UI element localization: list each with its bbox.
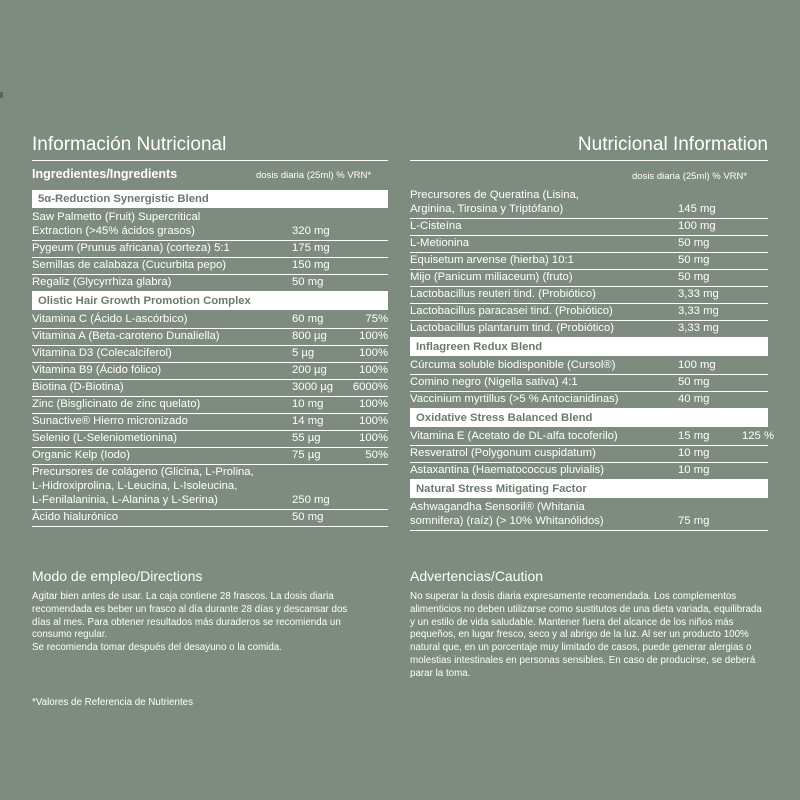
blend-header: Olistic Hair Growth Promotion Complex bbox=[32, 292, 388, 310]
ingredient-row bbox=[410, 429, 774, 446]
ingredient-row bbox=[32, 275, 388, 292]
ingredient-name: Precursores de Queratina (Lisina, Arginina, Tirosina y Triptófano) bbox=[410, 189, 579, 215]
footnote: *Valores de Referencia de Nutrientes bbox=[32, 697, 194, 708]
ingredient-amount: 50 mg bbox=[678, 376, 710, 388]
ingredient-amount: 55 µg bbox=[292, 432, 321, 444]
ingredient-name: Regaliz (Glycyrrhiza glabra) bbox=[32, 276, 172, 288]
ingredient-amount: 3,33 mg bbox=[678, 322, 719, 334]
ingredient-amount: 14 mg bbox=[292, 415, 324, 427]
edge-mark bbox=[0, 92, 3, 98]
ingredient-amount: 100 mg bbox=[678, 220, 716, 232]
ingredient-amount: 150 mg bbox=[292, 259, 330, 271]
ingredient-row bbox=[32, 465, 388, 510]
ingredient-vrn: 125 % bbox=[741, 430, 774, 442]
ingredient-row bbox=[410, 446, 768, 463]
ingredient-vrn: 100% bbox=[359, 432, 388, 444]
ingredient-vrn: 75% bbox=[365, 313, 388, 325]
ingredient-amount: 3,33 mg bbox=[678, 305, 719, 317]
blend-header: Inflagreen Redux Blend bbox=[410, 338, 768, 356]
ingredient-name: Sunactive® Hierro micronizado bbox=[32, 415, 188, 427]
ingredient-row bbox=[32, 241, 388, 258]
ingredient-row bbox=[32, 510, 388, 527]
ingredient-vrn: 100% bbox=[359, 398, 388, 410]
blend-header: Oxidative Stress Balanced Blend bbox=[410, 409, 768, 427]
ingredient-amount: 320 mg bbox=[292, 225, 330, 237]
ingredient-name: Vitamina B9 (Ácido fólico) bbox=[32, 364, 162, 376]
ingredient-amount: 145 mg bbox=[678, 203, 716, 215]
ingredient-row bbox=[410, 500, 768, 531]
ingredient-amount: 40 mg bbox=[678, 393, 710, 405]
ingredient-name: Selenio (L-Seleniometionina) bbox=[32, 432, 178, 444]
dose-header-right: dosis diaria (25ml) % VRN* bbox=[632, 171, 748, 182]
ingredient-name: Resveratrol (Polygonum cuspidatum) bbox=[410, 447, 596, 459]
ingredient-amount: 100 mg bbox=[678, 359, 716, 371]
ingredient-row bbox=[410, 188, 768, 219]
ingredient-row bbox=[410, 270, 768, 287]
ingredient-row bbox=[32, 431, 388, 448]
ingredient-row bbox=[410, 253, 768, 270]
ingredient-vrn: 100% bbox=[359, 330, 388, 342]
ingredient-name: L-Cisteína bbox=[410, 220, 462, 232]
ingredient-row bbox=[32, 397, 388, 414]
ingredient-row bbox=[32, 363, 388, 380]
directions-title: Modo de empleo/Directions bbox=[32, 568, 203, 584]
ingredient-name: Pygeum (Prunus africana) (corteza) 5:1 bbox=[32, 242, 230, 254]
blend-header: Natural Stress Mitigating Factor bbox=[410, 480, 768, 498]
ingredient-name: Vitamina A (Beta-caroteno Dunaliella) bbox=[32, 330, 220, 342]
ingredient-name: Organic Kelp (Iodo) bbox=[32, 449, 130, 461]
ingredient-row bbox=[32, 312, 388, 329]
ingredient-amount: 175 mg bbox=[292, 242, 330, 254]
ingredient-name: Semillas de calabaza (Cucurbita pepo) bbox=[32, 259, 227, 271]
title-right: Nutricional Information bbox=[577, 134, 768, 155]
ingredient-row bbox=[32, 448, 388, 465]
ingredient-amount: 60 mg bbox=[292, 313, 324, 325]
ingredient-amount: 50 mg bbox=[678, 237, 710, 249]
ingredient-amount: 3,33 mg bbox=[678, 288, 719, 300]
caution-text: No superar la dosis diaria expresamente recomendada. Los complementos alimenticios no deben utilizarse como sustitutos de una dieta variada, equilibrada y un estilo de vida saludable. Mantener fuera del alcance de los niños más pequeños, en lugar fresco, seco y al abrigo de la luz. Al ser un producto 100% natural que, en un porcentaje muy limitado de casos, puede generar alergias o molestias intestinales en personas sensibles. En caso de producirse, se deberá parar la toma. bbox=[410, 591, 762, 679]
ingredient-name: Ácido hialurónico bbox=[32, 511, 119, 523]
ingredient-row bbox=[32, 414, 388, 431]
title-divider-left bbox=[32, 160, 388, 161]
ingredient-row bbox=[410, 375, 768, 392]
ingredient-amount: 50 mg bbox=[292, 511, 324, 523]
ingredient-row bbox=[410, 463, 768, 480]
ingredient-name: Ashwagandha Sensoril® (Whitania somnifera) (raíz) (> 10% Whitanólidos) bbox=[410, 501, 604, 527]
directions-text: Agitar bien antes de usar. La caja contiene 28 frascos. La dosis diaria recomendada es beber un frasco al día durante 28 días y descansar dos días al mes. Para obtener resultados más duraderos se recomienda un consumo regular. Se recomienda tomar después del desayuno o la comida. bbox=[32, 591, 348, 654]
ingredient-row bbox=[410, 287, 768, 304]
ingredient-vrn: 50% bbox=[365, 449, 388, 461]
ingredient-amount: 75 mg bbox=[678, 515, 710, 527]
ingredient-row bbox=[32, 380, 388, 397]
ingredient-name: Zinc (Bisglicinato de zinc quelato) bbox=[32, 398, 201, 410]
ingredient-name: Biotina (D-Biotina) bbox=[32, 381, 124, 393]
ingredient-name: Cúrcuma soluble biodisponible (Cursol®) bbox=[410, 359, 616, 371]
ingredient-amount: 10 mg bbox=[292, 398, 324, 410]
ingredient-vrn: 6000% bbox=[352, 381, 388, 393]
ingredient-name: Vaccinium myrtillus (>5 % Antocianidinas) bbox=[410, 393, 619, 405]
ingredient-name: Vitamina C (Ácido L-ascórbico) bbox=[32, 313, 188, 325]
ingredient-amount: 15 mg bbox=[678, 430, 710, 442]
ingredient-name: Precursores de colágeno (Glicina, L-Prolina, L-Hidroxiprolina, L-Leucina, L-Isoleucina, L-Fenilalaninia, L-Alanina y L-Serina) bbox=[32, 466, 254, 506]
ingredient-amount: 10 mg bbox=[678, 447, 710, 459]
ingredient-amount: 10 mg bbox=[678, 464, 710, 476]
ingredient-amount: 250 mg bbox=[292, 494, 330, 506]
ingredient-row bbox=[410, 392, 768, 409]
caution-title: Advertencias/Caution bbox=[410, 568, 544, 584]
ingredient-row bbox=[410, 219, 768, 236]
ingredient-name: Vitamina D3 (Colecalciferol) bbox=[32, 347, 172, 359]
ingredient-row bbox=[32, 210, 388, 241]
ingredient-name: L-Metionina bbox=[410, 237, 470, 249]
ingredient-vrn: 100% bbox=[359, 364, 388, 376]
ingredient-amount: 50 mg bbox=[678, 254, 710, 266]
ingredient-row bbox=[410, 321, 768, 338]
ingredient-amount: 50 mg bbox=[292, 276, 324, 288]
ingredient-row bbox=[410, 304, 768, 321]
ingredient-name: Astaxantina (Haematococcus pluvialis) bbox=[410, 464, 605, 476]
title-left: Información Nutricional bbox=[32, 134, 227, 155]
ingredient-name: Comino negro (Nigella sativa) 4:1 bbox=[410, 376, 578, 388]
ingredient-amount: 5 µg bbox=[292, 347, 315, 359]
ingredient-name: Mijo (Panicum miliaceum) (fruto) bbox=[410, 271, 573, 283]
ingredient-amount: 75 µg bbox=[292, 449, 321, 461]
title-divider-right bbox=[410, 160, 768, 161]
ingredient-name: Lactobacillus reuteri tind. (Probiótico) bbox=[410, 288, 596, 300]
ingredient-name: Saw Palmetto (Fruit) Supercritical Extraction (>45% ácidos grasos) bbox=[32, 211, 201, 237]
ingredient-name: Vitamina E (Acetato de DL-alfa tocoferilo) bbox=[410, 430, 618, 442]
ingredient-row bbox=[410, 236, 768, 253]
ingredient-vrn: 100% bbox=[359, 415, 388, 427]
ingredient-name: Lactobacillus paracasei tind. (Probiótico) bbox=[410, 305, 613, 317]
dose-header-left: dosis diaria (25ml) % VRN* bbox=[256, 170, 372, 181]
ingredient-amount: 50 mg bbox=[678, 271, 710, 283]
ingredient-name: Equisetum arvense (hierba) 10:1 bbox=[410, 254, 574, 266]
blend-header: 5α-Reduction Synergistic Blend bbox=[32, 190, 388, 208]
ingredient-row bbox=[410, 358, 768, 375]
ingredient-row bbox=[32, 329, 388, 346]
ingredient-vrn: 100% bbox=[359, 347, 388, 359]
ingredient-amount: 800 µg bbox=[292, 330, 327, 342]
ingredient-row bbox=[32, 346, 388, 363]
ingredient-name: Lactobacillus plantarum tind. (Probiótico) bbox=[410, 322, 615, 334]
ingredient-row bbox=[32, 258, 388, 275]
ingredients-header: Ingredientes/Ingredients bbox=[32, 167, 178, 181]
ingredient-amount: 200 µg bbox=[292, 364, 327, 376]
ingredient-amount: 3000 µg bbox=[292, 381, 334, 393]
